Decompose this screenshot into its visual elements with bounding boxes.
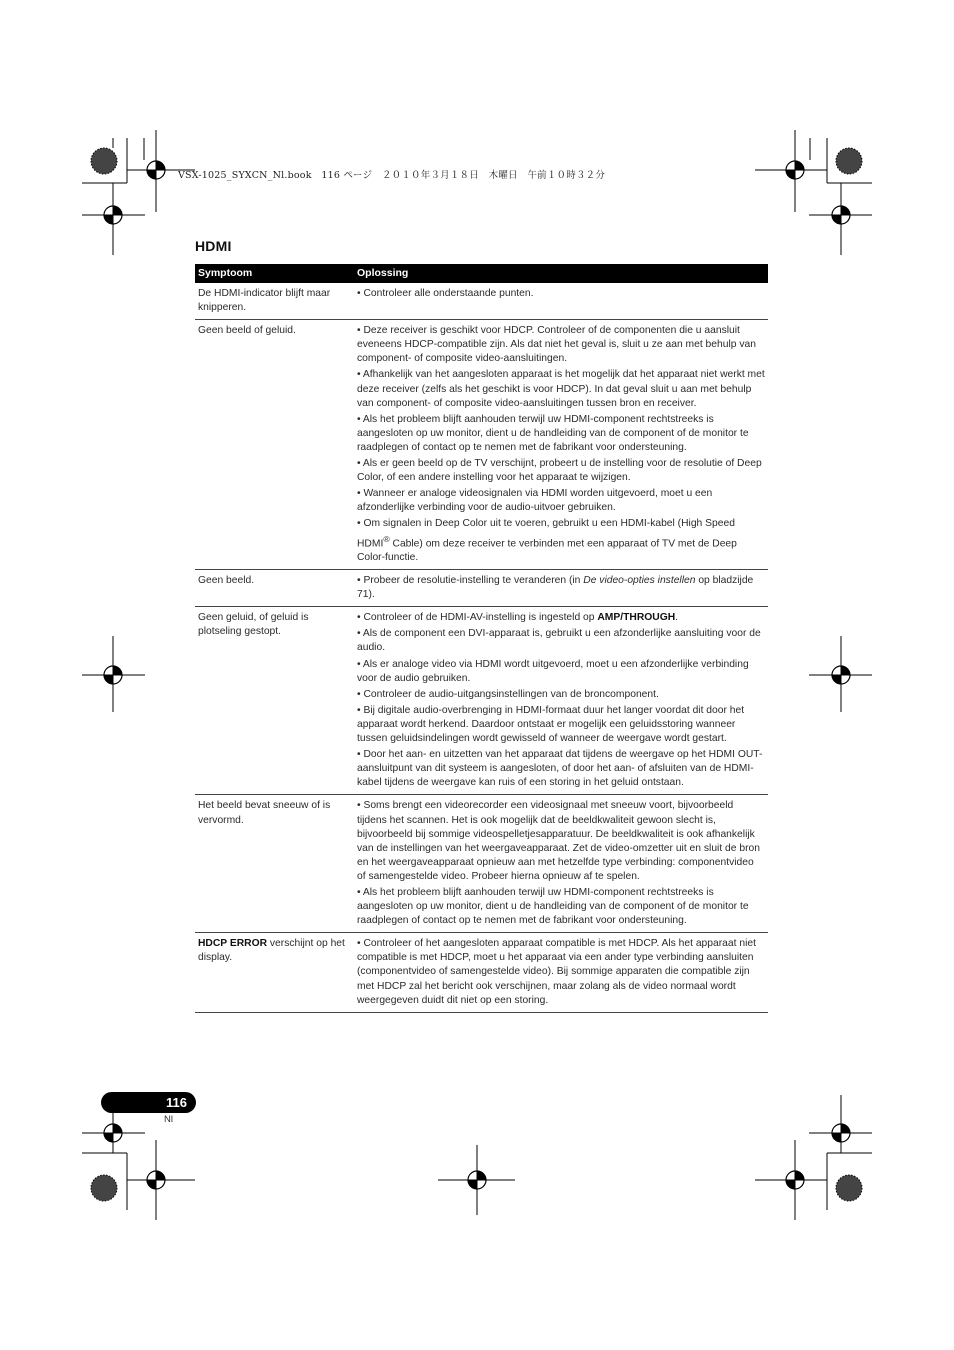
symptom-cell: Het beeld bevat sneeuw of is vervormd. — [195, 795, 354, 933]
solution-item: • Als er analoge video via HDMI wordt uitgevoerd, moet u een afzonderlijke verbinding voor de audio gebruiken. — [357, 658, 749, 684]
solution-item: • Bij digitale audio-overbrenging in HDMI-formaat duur het langer voordat dit door het apparaat wordt herkend. Daardoor ontstaat er mogelijk een geluidsstoring wanneer tussen geluidsindelingen wordt gewisseld of wanneer de weergave wordt gestart. — [357, 704, 745, 745]
solution-item — [357, 517, 765, 565]
solution-item: • Controleer of het aangesloten apparaat compatible is met HDCP. Als het apparaat niet compatible is met HDCP, moet u het apparaat via een ander type verbinding aansluiten (componentvideo of samengestelde video). Bij sommige apparaten die compatible zijn met HDCP zal het bericht ook verschijnen, maar zolang als de video normaal wordt weergegeven duidt dit niet op een storing. — [357, 938, 756, 1006]
table-row — [195, 570, 768, 607]
header-symptom: Symptoom — [195, 264, 354, 283]
hdcp-error-keyword: HDCP ERROR — [198, 938, 268, 950]
solution-item: • Als het probleem blijft aanhouden terwijl uw HDMI-component rechtstreeks is aangesloten op uw monitor, dient u de handleiding van de component of de monitor te raadplegen of contact op te nemen met de fabrikant voor ondersteuning. — [357, 886, 749, 927]
header-solution: Oplossing — [354, 264, 768, 283]
solution-cell — [354, 283, 768, 320]
symptom-rest: verschijnt op het display. — [198, 938, 345, 964]
solution-cell — [354, 933, 768, 1012]
solution-item: • Controleer alle onderstaande punten. — [357, 288, 534, 299]
print-header: VSX-1025_SYXCN_Nl.book 116 ページ ２０１０年３月１８日 木曜日 午前１０時３２分 — [178, 170, 606, 181]
amp-text-before: • Controleer of de HDMI-AV-instelling is ingesteld op — [357, 612, 598, 624]
solution-item — [357, 574, 765, 602]
language-code: Nl — [164, 1114, 173, 1125]
deep-color-text-after: Cable) om deze receiver te verbinden met een apparaat of TV met de Deep Color-functie. — [357, 537, 737, 564]
section-title: HDMI — [195, 238, 232, 254]
table-row — [195, 795, 768, 933]
amp-text-after: . — [675, 612, 679, 624]
symptom-cell — [195, 933, 354, 1012]
symptom-cell: Geen beeld. — [195, 570, 354, 607]
reference-title: De video-opties instellen — [583, 575, 696, 587]
solution-item: • Deze receiver is geschikt voor HDCP. Controleer of de componenten die u aansluit eveneens HDCP-compatible zijn. Als dat niet het geval is, sluit u ze aan met behulp van component- of composite video-aansluitingen. — [357, 325, 756, 365]
deep-color-text-before: • Om signalen in Deep Color uit te voeren, gebruikt u een HDMI-kabel (High Speed HDMI — [357, 518, 735, 549]
solution-cell — [354, 795, 768, 933]
page-number-badge: 116 — [101, 1092, 196, 1113]
registered-mark: ® — [383, 533, 390, 544]
solution-item: • Afhankelijk van het aangesloten apparaat is het mogelijk dat het apparaat niet werkt met deze receiver (zelfs als het geschikt is voor HDCP). In dat geval sluit u aan met behulp van component- of composite video-aansluitingen tussen bron en receiver. — [357, 369, 765, 409]
solution-item — [357, 611, 765, 625]
solution-cell — [354, 607, 768, 795]
solution-item: • Door het aan- en uitzetten van het apparaat dat tijdens de weergave op het HDMI OUT-aansluitpunt van dit systeem is aangesloten, of door het aan- of afsluiten van de HDMI-kabel tijdens de weergave kan ruis of een storing in het geluid ontstaan. — [357, 749, 763, 789]
solution-item: • Wanneer er analoge videosignalen via HDMI worden uitgevoerd, moet u een afzonderlijke verbinding voor de audio-uitvoer gebruiken. — [357, 488, 713, 514]
resolution-text-after: op bladzijde 71). — [357, 575, 754, 601]
solution-item: • Als er geen beeld op de TV verschijnt, probeert u de instelling voor de resolutie of Deep Color, of een andere instelling voor het apparaat te wijzigen. — [357, 458, 762, 484]
solution-item: • Als het probleem blijft aanhouden terwijl uw HDMI-component rechtstreeks is aangesloten op uw monitor, dient u de handleiding van de component of de monitor te raadplegen of contact op te nemen met de fabrikant voor ondersteuning. — [357, 413, 749, 453]
resolution-text-before: • Probeer de resolutie-instelling te veranderen (in — [357, 575, 584, 587]
solution-cell — [354, 570, 768, 607]
table-row — [195, 933, 768, 1012]
solution-item: • Controleer de audio-uitgangsinstellingen van de broncomponent. — [357, 688, 659, 700]
troubleshooting-table — [195, 264, 768, 1013]
solution-item: • Soms brengt een videorecorder een videosignaal met sneeuw voort, bijvoorbeeld tijdens het scannen. Het is ook mogelijk dat de beeldkwaliteit gewoon slecht is, bijvoorbeeld bij sommige videospelletjesapparatuur. De beeldkwaliteit is ook afhankelijk van de instellingen van het weergaveapparaat. Zet de video-omzetter uit en sluit de bron en het weergaveapparaat opnieuw aan met hetzelfde type verbinding: componentvideo of samengestelde video. Probeer hierna opnieuw af te spelen. — [357, 800, 760, 882]
table-row — [195, 320, 768, 570]
symptom-cell: Geen beeld of geluid. — [195, 320, 354, 570]
table-row — [195, 283, 768, 320]
symptom-cell: Geen geluid, of geluid is plotseling gestopt. — [195, 607, 354, 795]
solution-cell — [354, 320, 768, 570]
amp-through-keyword: AMP/THROUGH — [597, 612, 676, 624]
table-row — [195, 607, 768, 795]
solution-item: • Als de component een DVI-apparaat is, gebruikt u een afzonderlijke aansluiting voor de audio. — [357, 628, 761, 654]
symptom-cell: De HDMI-indicator blijft maar knipperen. — [195, 283, 354, 320]
table-header-row — [195, 264, 768, 283]
